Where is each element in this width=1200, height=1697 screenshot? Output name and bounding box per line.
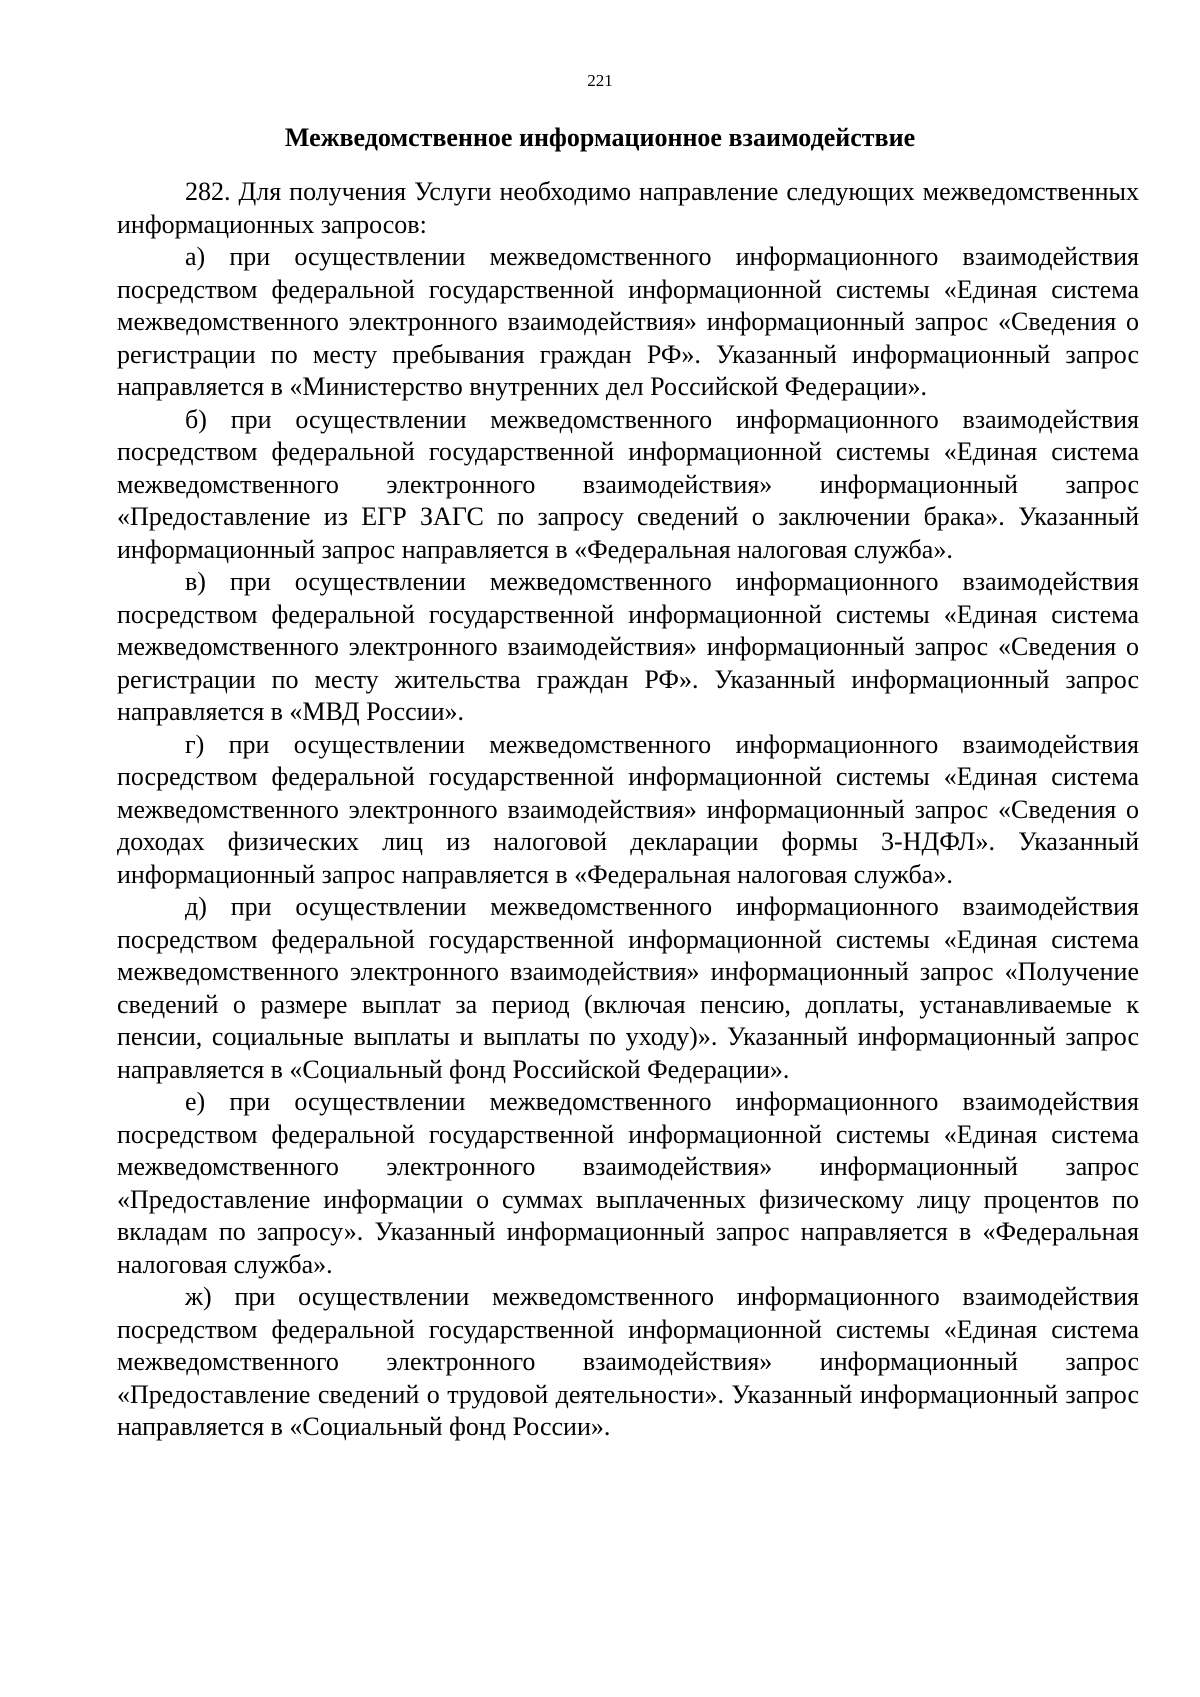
paragraph-item-g: г) при осуществлении межведомственного информационного взаимодействия посредством федеральной государственной информационной системы «Единая система межведомственного электронного взаимодействия» информационный запрос «Сведения о доходах физических лиц из налоговой декларации формы 3-НДФЛ». Указанный информационный запрос направляется в «Федеральная налоговая служба». xyxy=(117,729,1139,889)
paragraph-item-b: б) при осуществлении межведомственного информационного взаимодействия посредством федеральной государственной информационной системы «Единая система межведомственного электронного взаимодействия» информационный запрос «Предоставление из ЕГР ЗАГС по запросу сведений о заключении брака». Указанный информационный запрос направляется в «Федеральная налоговая служба». xyxy=(117,404,1139,564)
section-heading: Межведомственное информационное взаимодействие xyxy=(284,123,916,152)
paragraph-item-d: д) при осуществлении межведомственного информационного взаимодействия посредством федеральной государственной информационной системы «Единая система межведомственного электронного взаимодействия» информационный запрос «Получение сведений о размере выплат за период (включая пенсию, доплаты, устанавливаемые к пенсии, социальные выплаты и выплаты по уходу)». Указанный информационный запрос направляется в «Социальный фонд Российской Федерации». xyxy=(117,892,1139,1084)
page-number: 221 xyxy=(587,71,613,90)
paragraph-item-a: а) при осуществлении межведомственного информационного взаимодействия посредством федеральной государственной информационной системы «Единая система межведомственного электронного взаимодействия» информационный запрос «Сведения о регистрации по месту пребывания граждан РФ». Указанный информационный запрос направляется в «Министерство внутренних дел Российской Федерации». xyxy=(117,242,1139,401)
paragraph-item-zh: ж) при осуществлении межведомственного информационного взаимодействия посредством федеральной государственной информационной системы «Единая система межведомственного электронного взаимодействия» информационный запрос «Предоставление сведений о трудовой деятельности». Указанный информационный запрос направляется в «Социальный фонд России». xyxy=(117,1282,1139,1441)
paragraph-282-intro: 282. Для получения Услуги необходимо направление следующих межведомственных информационных запросов: xyxy=(117,177,1139,239)
body-text xyxy=(117,176,1139,1444)
paragraph-item-v: в) при осуществлении межведомственного информационного взаимодействия посредством федеральной государственной информационной системы «Единая система межведомственного электронного взаимодействия» информационный запрос «Сведения о регистрации по месту жительства граждан РФ». Указанный информационный запрос направляется в «МВД России». xyxy=(117,567,1139,726)
paragraph-item-e: е) при осуществлении межведомственного информационного взаимодействия посредством федеральной государственной информационной системы «Единая система межведомственного электронного взаимодействия» информационный запрос «Предоставление информации о суммах выплаченных физическому лицу процентов по вкладам по запросу». Указанный информационный запрос направляется в «Федеральная налоговая служба». xyxy=(117,1087,1139,1279)
